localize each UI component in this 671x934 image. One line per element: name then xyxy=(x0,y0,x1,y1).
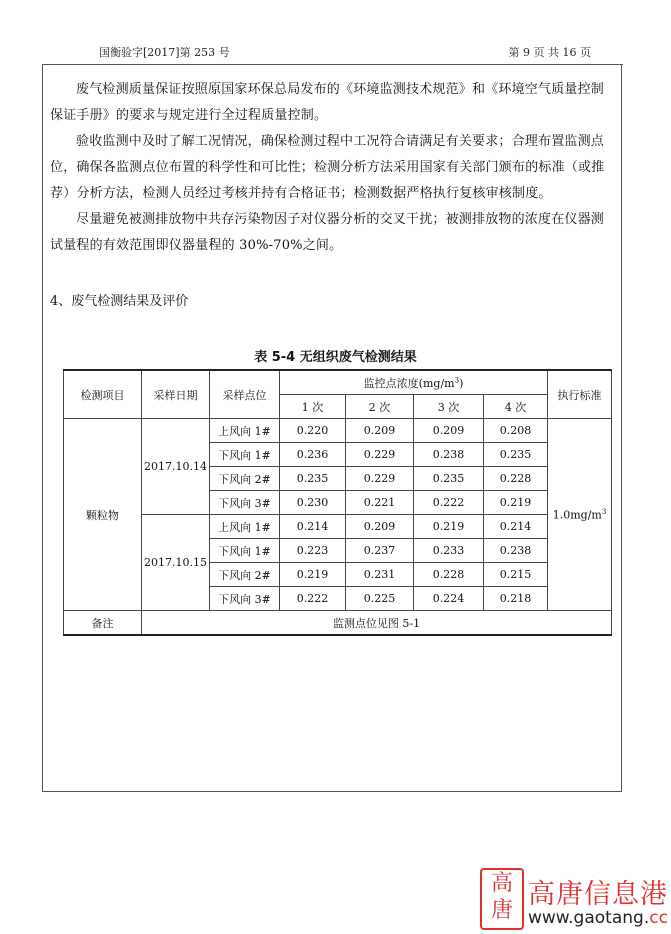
header-concentration-close: ) xyxy=(459,376,464,390)
value-cell: 0.236 xyxy=(280,443,346,467)
value-cell: 0.222 xyxy=(414,491,484,515)
watermark-url xyxy=(528,908,668,928)
standard-value-sup: 3 xyxy=(601,507,607,516)
value-cell: 0.214 xyxy=(280,515,346,539)
sample-date: 2017.10.15 xyxy=(142,515,210,611)
value-cell: 0.218 xyxy=(484,587,548,611)
header-concentration xyxy=(280,370,548,395)
table-row xyxy=(64,515,612,539)
sample-date: 2017.10.14 xyxy=(142,419,210,515)
value-cell: 0.208 xyxy=(484,419,548,443)
value-cell: 0.219 xyxy=(414,515,484,539)
standard-value-text: 1.0mg/m xyxy=(552,508,602,522)
value-cell: 0.225 xyxy=(346,587,414,611)
sample-point: 下风向 2# xyxy=(210,563,280,587)
results-table xyxy=(63,369,612,636)
value-cell: 0.230 xyxy=(280,491,346,515)
value-cell: 0.224 xyxy=(414,587,484,611)
value-cell: 0.229 xyxy=(346,467,414,491)
header-run-4: 4 次 xyxy=(484,395,548,419)
remark-text: 监测点位见图 5-1 xyxy=(142,611,612,636)
value-cell: 0.221 xyxy=(346,491,414,515)
paragraph-interference: 尽量避免被测排放物中共存污染物因子对仪器分析的交叉干扰；被测排放物的浓度在仪器测试量程的有效范围即仪器量程的 30%-70%之间。 xyxy=(50,212,605,253)
paragraph-monitoring-process: 验收监测中及时了解工况情况，确保检测过程中工况符合请满足有关要求；合理布置监测点位，确保各监测点位布置的科学性和可比性；检测分析方法采用国家有关部门颁布的标准（或推荐）分析方法，检测人员经过考核并持有合格证书；检测数据严格执行复核审核制度。 xyxy=(50,134,605,201)
remark-label: 备注 xyxy=(64,611,142,636)
watermark-seal: 高唐 xyxy=(480,868,524,930)
value-cell: 0.229 xyxy=(346,443,414,467)
value-cell: 0.231 xyxy=(346,563,414,587)
watermark-url-tld: cc xyxy=(649,908,668,928)
table-row xyxy=(64,419,612,443)
value-cell: 0.237 xyxy=(346,539,414,563)
watermark-logo xyxy=(480,868,670,934)
remark-row xyxy=(64,611,612,636)
value-cell: 0.233 xyxy=(414,539,484,563)
value-cell: 0.235 xyxy=(414,467,484,491)
value-cell: 0.215 xyxy=(484,563,548,587)
value-cell: 0.228 xyxy=(484,467,548,491)
watermark-url-main: www.gaotang. xyxy=(528,908,650,928)
doc-number: 国衡验字[2017]第 253 号 xyxy=(99,46,230,59)
sample-point: 下风向 1# xyxy=(210,539,280,563)
sample-point: 上风向 1# xyxy=(210,419,280,443)
value-cell: 0.222 xyxy=(280,587,346,611)
value-cell: 0.228 xyxy=(414,563,484,587)
sample-point: 下风向 3# xyxy=(210,587,280,611)
table-header-row xyxy=(64,370,612,395)
header-date: 采样日期 xyxy=(142,370,210,419)
header-item: 检测项目 xyxy=(64,370,142,419)
sample-point: 下风向 2# xyxy=(210,467,280,491)
value-cell: 0.209 xyxy=(346,419,414,443)
value-cell: 0.214 xyxy=(484,515,548,539)
value-cell: 0.235 xyxy=(280,467,346,491)
value-cell: 0.209 xyxy=(414,419,484,443)
table-caption: 表 5-4 无组织废气检测结果 xyxy=(254,350,417,365)
section-title: 4、废气检测结果及评价 xyxy=(50,294,189,309)
header-run-1: 1 次 xyxy=(280,395,346,419)
sample-point: 下风向 1# xyxy=(210,443,280,467)
value-cell: 0.220 xyxy=(280,419,346,443)
watermark-name: 高唐信息港 xyxy=(528,879,668,910)
header-concentration-label: 监控点浓度(mg/m xyxy=(363,376,455,390)
value-cell: 0.223 xyxy=(280,539,346,563)
sample-point: 下风向 3# xyxy=(210,491,280,515)
value-cell: 0.219 xyxy=(484,491,548,515)
value-cell: 0.235 xyxy=(484,443,548,467)
value-cell: 0.209 xyxy=(346,515,414,539)
standard-value xyxy=(548,419,612,611)
header-run-3: 3 次 xyxy=(414,395,484,419)
header-concentration-sup: 3 xyxy=(454,375,460,384)
header-run-2: 2 次 xyxy=(346,395,414,419)
page-info: 第 9 页 共 16 页 xyxy=(508,46,591,59)
value-cell: 0.238 xyxy=(484,539,548,563)
value-cell: 0.219 xyxy=(280,563,346,587)
item-name: 颗粒物 xyxy=(64,419,142,611)
header-point: 采样点位 xyxy=(210,370,280,419)
value-cell: 0.238 xyxy=(414,443,484,467)
paragraph-quality-assurance: 废气检测质量保证按照原国家环保总局发布的《环境监测技术规范》和《环境空气质量控制保证手册》的要求与规定进行全过程质量控制。 xyxy=(50,82,605,123)
header-standard: 执行标准 xyxy=(548,370,612,419)
sample-point: 上风向 1# xyxy=(210,515,280,539)
